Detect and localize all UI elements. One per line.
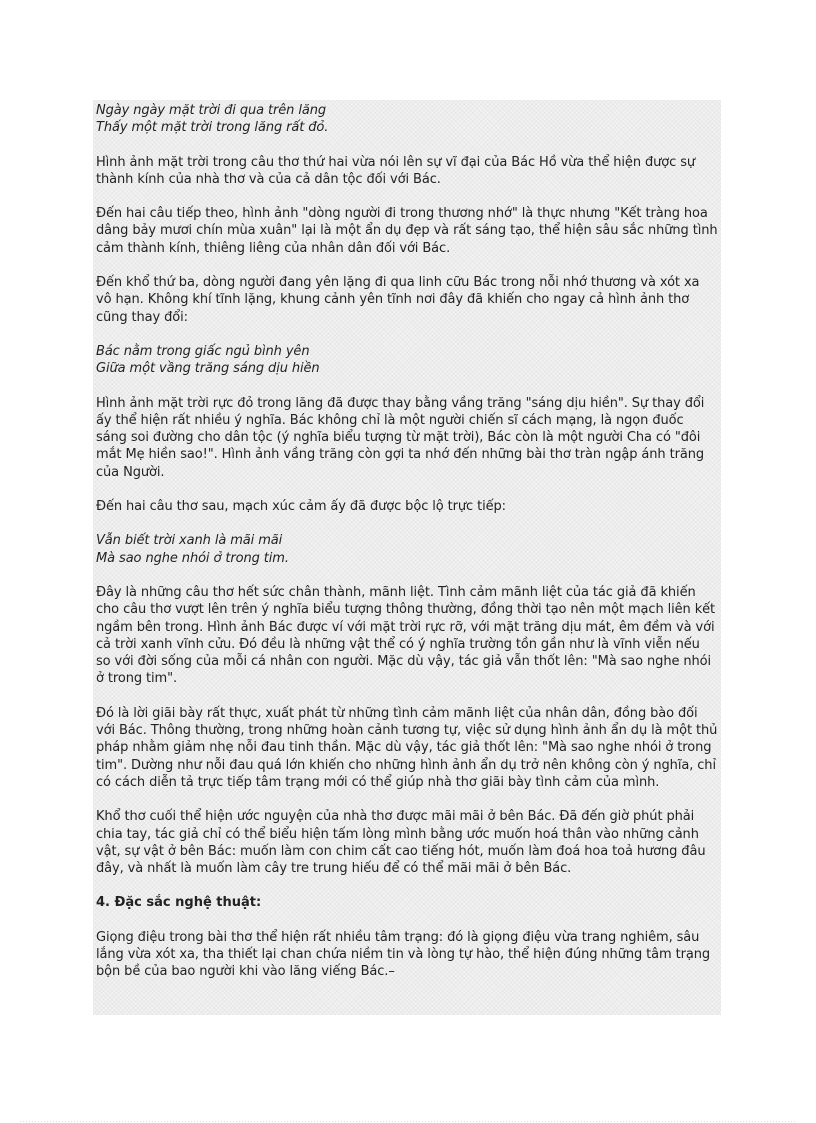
document-body — [96, 102, 718, 998]
poem-line: Bác nằm trong giấc ngủ bình yên — [96, 343, 310, 359]
paragraph: Giọng điệu trong bài thơ thể hiện rất nhiều tâm trạng: đó là giọng điệu vừa trang nghiêm, sâu lắng vừa xót xa, tha thiết lại chan chứa niềm tin và lòng tự hào, thể hiện đúng những tâm trạng bộn bề của bao người khi vào lăng viếng Bác.– — [96, 929, 711, 980]
poem-line: Ngày ngày mặt trời đi qua trên lăng — [96, 103, 327, 118]
paragraph: Khổ thơ cuối thể hiện ước nguyện của nhà thơ được mãi mãi ở bên Bác. Đã đến giờ phút phải chia tay, tác giả chỉ có thể biểu hiện tấm lòng mình bằng ước muốn hoá thân vào những cảnh vật, sự vật ở bên Bác: muốn làm con chim cất cao tiếng hót, muốn làm đoá hoa toả hương đâu đây, và nhất là muốn làm cây tre trung hiếu để có thể mãi mãi ở bên Bác. — [96, 809, 706, 877]
poem-stanza — [96, 102, 718, 137]
paragraph: Đến hai câu tiếp theo, hình ảnh "dòng người đi trong thương nhớ" là thực nhưng "Kết tràng hoa dâng bảy mươi chín mùa xuân" lại là một ẩn dụ đẹp và rất sáng tạo, thể hiện sâu sắc những tình cảm thành kính, thiêng liêng của nhân dân đối với Bác. — [96, 206, 718, 256]
paragraph: Đây là những câu thơ hết sức chân thành, mãnh liệt. Tình cảm mãnh liệt của tác giả đã khiến cho câu thơ vượt lên trên ý nghĩa biểu tượng thông thường, đồng thời tạo nên một mạch liên kết ngầm bên trong. Hình ảnh Bác được ví với mặt trời rực rỡ, với mặt trăng dịu mát, êm đềm và với cả trời xanh vĩnh cửu. Đó đều là những vật thể có ý nghĩa trường tồn gần như là vĩnh viễn nếu so với đời sống của mỗi cá nhân con người. Mặc dù vậy, tác giả vẫn thốt lên: "Mà sao nghe nhói ở trong tim". — [96, 584, 716, 687]
paragraph: Đến khổ thứ ba, dòng người đang yên lặng đi qua linh cữu Bác trong nỗi nhớ thương và xót xa vô hạn. Không khí tĩnh lặng, khung cảnh yên tĩnh nơi đây đã khiến cho ngay cả hình ảnh thơ cũng thay đổi: — [96, 275, 700, 325]
paragraph: Hình ảnh mặt trời trong câu thơ thứ hai vừa nói lên sự vĩ đại của Bác Hồ vừa thể hiện được sự thành kính của nhà thơ và của cả dân tộc đối với Bác. — [96, 154, 696, 187]
poem-stanza — [96, 343, 718, 378]
poem-line: Vẫn biết trời xanh là mãi mãi — [96, 533, 283, 549]
paragraph: Đó là lời giãi bày rất thực, xuất phát từ những tình cảm mãnh liệt của nhân dân, đồng bào đối với Bác. Thông thường, trong những hoàn cảnh tương tự, việc sử dụng hình ảnh ẩn dụ là một thủ pháp nhằm giảm nhẹ nỗi đau tinh thần. Mặc dù vậy, tác giả thốt lên: "Mà sao nghe nhói ở trong tim". Dường như nỗi đau quá lớn khiến cho những hình ảnh ẩn dụ trở nên không còn ý nghĩa, chỉ có cách diễn tả trực tiếp tâm trạng mới có thể giúp nhà thơ giãi bày tình cảm của mình. — [96, 705, 718, 790]
poem-stanza — [96, 532, 718, 567]
paragraph: Hình ảnh mặt trời rực đỏ trong lăng đã được thay bằng vầng trăng "sáng dịu hiền". Sự thay đổi ấy thể hiện rất nhiều ý nghĩa. Bác không chỉ là một người chiến sĩ cách mạng, là ngọn đuốc sáng soi đường cho dân tộc (ý nghĩa biểu tượng từ mặt trời), Bác còn là một người Cha có "đôi mắt Mẹ hiền sao!". Hình ảnh vầng trăng còn gợi ta nhớ đến những bài thơ tràn ngập ánh trăng của Người. — [96, 395, 705, 480]
poem-line: Giữa một vầng trăng sáng dịu hiền — [96, 361, 320, 377]
poem-line: Mà sao nghe nhói ở trong tim. — [96, 550, 289, 566]
section-heading: 4. Đặc sắc nghệ thuật: — [96, 895, 262, 911]
poem-line: Thấy một mặt trời trong lăng rất đỏ. — [96, 120, 329, 136]
paragraph: Đến hai câu thơ sau, mạch xúc cảm ấy đã được bộc lộ trực tiếp: — [96, 499, 506, 515]
page-bottom-rule — [20, 1121, 796, 1122]
